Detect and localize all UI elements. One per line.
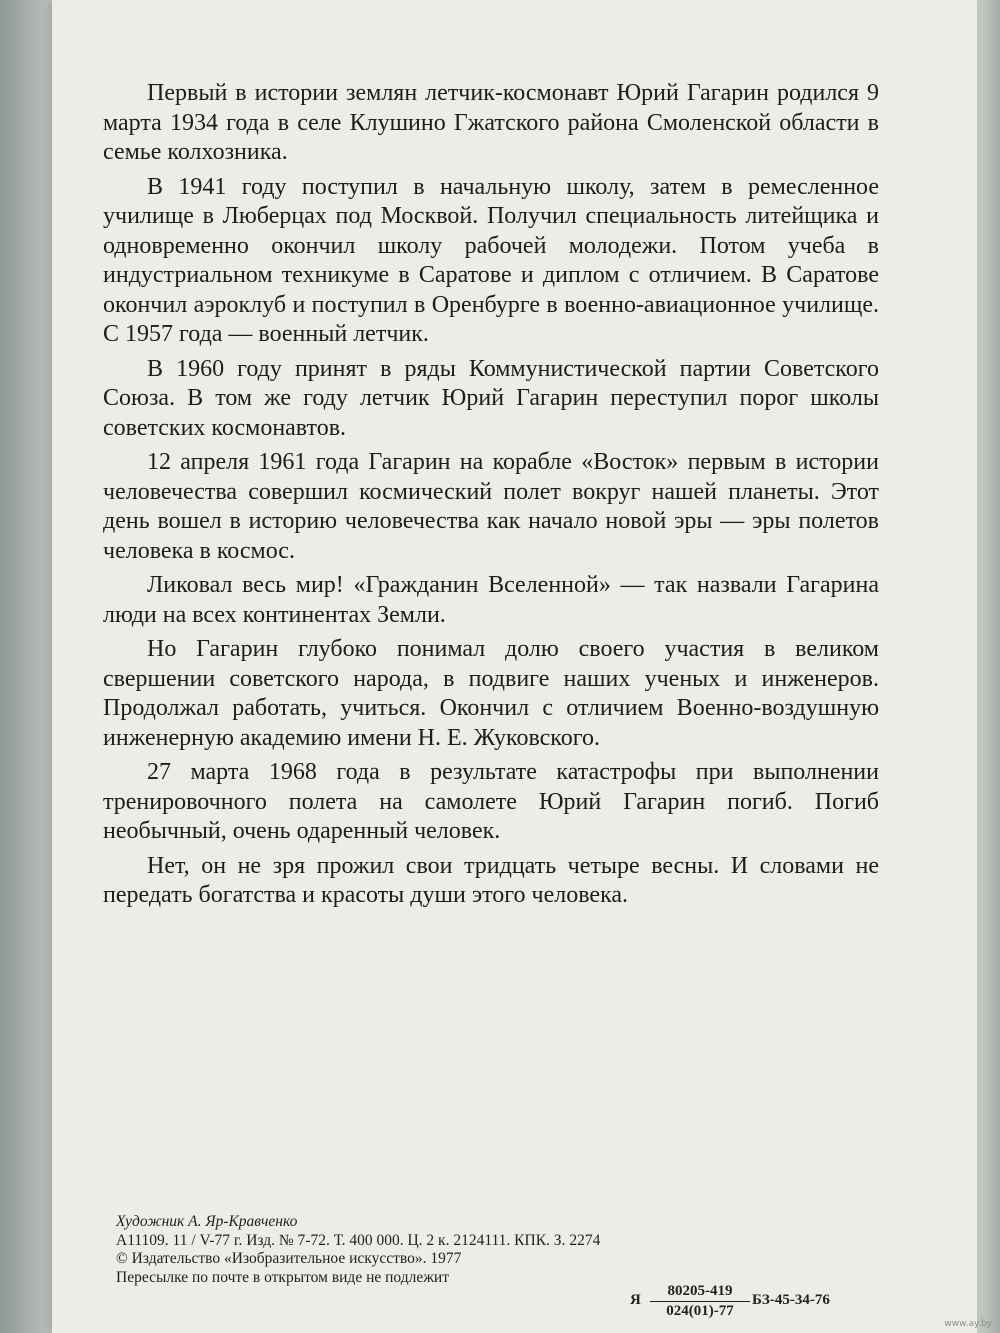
left-shadow [0, 0, 60, 1333]
paragraph-8: Нет, он не зря прожил свои тридцать четыре весны. И словами не передать богатства и красоты души этого человека. [103, 852, 879, 908]
paragraph-7: 27 марта 1968 года в результате катастрофы при выполнении тренировочного полета на самолете Юрий Гагарин погиб. Погиб необычный, очень одаренный человек. [103, 759, 879, 844]
paragraph-5: Ликовал весь мир! «Гражданин Вселенной» — так назвали Гагарина люди на всех континентах Земли. [103, 572, 879, 628]
site-watermark: www.ay.by [944, 1319, 992, 1329]
mail-note: Пересылке по почте в открытом виде не подлежит [116, 1268, 450, 1286]
paragraph-2: В 1941 году поступил в начальную школу, затем в ремесленное училище в Люберцах под Москвой. Получил специальность литейщика и одновременно окончил школу рабочей молодежи. Потом учеба в индустриальном техникуме в Саратове и диплом с отличием. В Саратове окончил аэроклуб и поступил в Оренбурге в военно-авиационное училище. С 1957 года — военный летчик. [103, 173, 879, 347]
imprint-block [116, 1213, 876, 1287]
code-denominator: 024(01)-77 [666, 1303, 734, 1319]
code-numerator: 80205-419 [650, 1283, 750, 1302]
print-details: А11109. 11 / V-77 г. Изд. № 7-72. Т. 400 000. Ц. 2 к. 2124111. КПК. З. 2274 [116, 1231, 601, 1249]
publisher-line: © Издательство «Изобразительное искусство». 1977 [116, 1250, 462, 1267]
code-suffix: БЗ-45-34-76 [752, 1292, 830, 1308]
code-fraction [650, 1283, 750, 1320]
paragraph-1: Первый в истории землян летчик-космонавт Юрий Гагарин родился 9 марта 1934 года в селе Клушино Гжатского района Смоленской области в семье колхозника. [103, 80, 879, 165]
paragraph-4: 12 апреля 1961 года Гагарин на корабле «Восток» первым в истории человечества совершил космический полет вокруг нашей планеты. Этот день вошел в историю человечества как начало новой эры — эры полетов человека в космос. [103, 449, 879, 564]
paragraph-6: Но Гагарин глубоко понимал долю своего участия в великом свершении советского народа, в подвиге наших ученых и инженеров. Продолжал работать, учиться. Окончил с отличием Военно-воздушную инженерную академию имени Н. Е. Жуковского. [103, 636, 879, 751]
paragraph-3: В 1960 году принят в ряды Коммунистической партии Советского Союза. В том же году летчик Юрий Гагарин переступил порог школы советских космонавтов. [103, 355, 879, 441]
code-prefix: Я [630, 1292, 641, 1308]
artist-credit: Художник А. Яр-Кравченко [116, 1213, 298, 1230]
biography-text [103, 79, 879, 916]
